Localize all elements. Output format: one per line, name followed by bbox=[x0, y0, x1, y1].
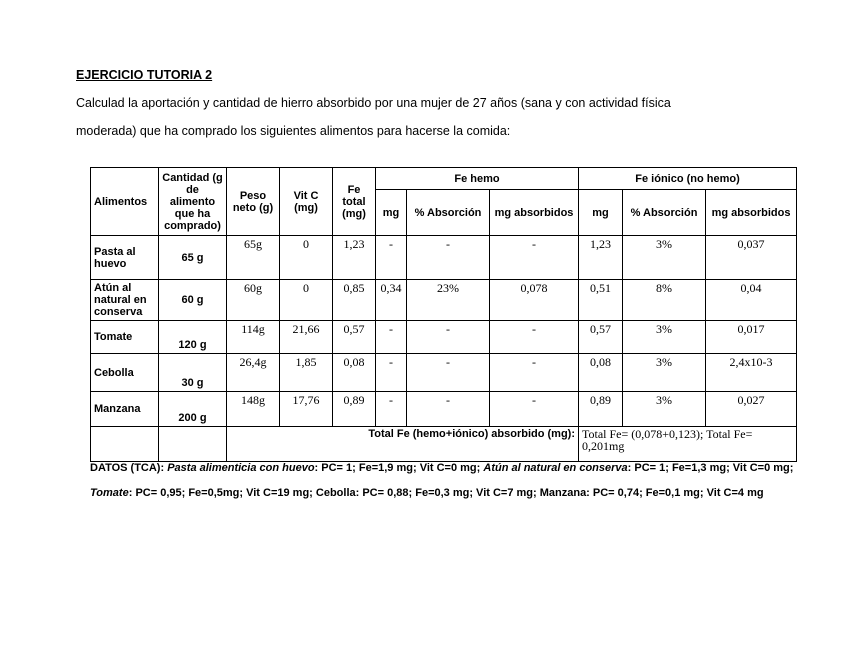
vit-c-value: 1,85 bbox=[280, 354, 333, 392]
vit-c-value: 17,76 bbox=[280, 392, 333, 427]
ion-absorcion-value: 3% bbox=[623, 392, 706, 427]
food-quantity: 65 g bbox=[159, 236, 227, 280]
ion-mg-absorbidos-value: 0,04 bbox=[706, 280, 797, 321]
hemo-mg-value: - bbox=[376, 392, 407, 427]
ion-absorcion-value: 3% bbox=[623, 321, 706, 354]
ion-mg-value: 1,23 bbox=[579, 236, 623, 280]
table-row bbox=[91, 321, 797, 354]
hemo-mg-absorbidos-value: - bbox=[490, 392, 579, 427]
empty-cell bbox=[91, 427, 159, 462]
header-row-1 bbox=[91, 168, 797, 190]
total-row bbox=[91, 427, 797, 462]
table-row bbox=[91, 280, 797, 321]
header-vit-c: Vit C (mg) bbox=[280, 168, 333, 236]
fe-total-value: 0,08 bbox=[333, 354, 376, 392]
hemo-mg-absorbidos-value: - bbox=[490, 354, 579, 392]
ion-absorcion-value: 3% bbox=[623, 236, 706, 280]
total-value: Total Fe= (0,078+0,123); Total Fe= 0,201mg bbox=[579, 427, 797, 462]
ion-mg-value: 0,51 bbox=[579, 280, 623, 321]
empty-cell bbox=[159, 427, 227, 462]
total-label: Total Fe (hemo+iónico) absorbido (mg): bbox=[227, 427, 579, 462]
hemo-mg-value: - bbox=[376, 321, 407, 354]
fe-total-value: 1,23 bbox=[333, 236, 376, 280]
ion-absorcion-value: 3% bbox=[623, 354, 706, 392]
hemo-absorcion-value: - bbox=[407, 392, 490, 427]
datos-label: DATOS (TCA): bbox=[90, 462, 165, 474]
fe-total-value: 0,85 bbox=[333, 280, 376, 321]
header-alimentos: Alimentos bbox=[91, 168, 159, 236]
exercise-title: EJERCICIO TUTORIA 2 bbox=[76, 68, 213, 82]
hemo-mg-value: 0,34 bbox=[376, 280, 407, 321]
header-ion-mg: mg bbox=[579, 190, 623, 236]
food-quantity: 60 g bbox=[159, 280, 227, 321]
hemo-absorcion-value: - bbox=[407, 321, 490, 354]
header-ion-absorcion: % Absorción bbox=[623, 190, 706, 236]
ion-mg-value: 0,89 bbox=[579, 392, 623, 427]
hemo-absorcion-value: 23% bbox=[407, 280, 490, 321]
peso-neto-value: 65g bbox=[227, 236, 280, 280]
atun-name: Atún al natural en conserva bbox=[483, 462, 628, 474]
ion-mg-value: 0,08 bbox=[579, 354, 623, 392]
hemo-mg-value: - bbox=[376, 354, 407, 392]
header-fe-ionico: Fe iónico (no hemo) bbox=[579, 168, 797, 190]
rest-data: : PC= 0,95; Fe=0,5mg; Vit C=19 mg; Cebolla: PC= 0,88; Fe=0,3 mg; Vit C=7 mg; Manzana: PC= 0,74; Fe=0,1 mg; Vit C=4 mg bbox=[128, 487, 764, 499]
food-name: Tomate bbox=[91, 321, 159, 354]
vit-c-value: 0 bbox=[280, 280, 333, 321]
food-name: Atún al natural en conserva bbox=[91, 280, 159, 321]
notes-line-1 bbox=[90, 462, 793, 474]
pasta-name: Pasta alimenticia con huevo bbox=[167, 462, 315, 474]
pasta-data: : PC= 1; Fe=1,9 mg; Vit C=0 mg; bbox=[314, 462, 481, 474]
peso-neto-value: 114g bbox=[227, 321, 280, 354]
vit-c-value: 0 bbox=[280, 236, 333, 280]
table-row bbox=[91, 354, 797, 392]
hemo-mg-absorbidos-value: - bbox=[490, 321, 579, 354]
intro-line-1: Calculad la aportación y cantidad de hierro absorbido por una mujer de 27 años (sana y con actividad física bbox=[76, 96, 671, 110]
notes-line-2 bbox=[90, 487, 764, 499]
ion-absorcion-value: 8% bbox=[623, 280, 706, 321]
hemo-mg-absorbidos-value: - bbox=[490, 236, 579, 280]
ion-mg-value: 0,57 bbox=[579, 321, 623, 354]
header-ion-mg-absorbidos: mg absorbidos bbox=[706, 190, 797, 236]
peso-neto-value: 26,4g bbox=[227, 354, 280, 392]
food-name: Cebolla bbox=[91, 354, 159, 392]
hemo-mg-absorbidos-value: 0,078 bbox=[490, 280, 579, 321]
food-quantity: 200 g bbox=[159, 392, 227, 427]
ion-mg-absorbidos-value: 0,037 bbox=[706, 236, 797, 280]
table-row bbox=[91, 236, 797, 280]
table-row bbox=[91, 392, 797, 427]
ion-mg-absorbidos-value: 2,4x10-3 bbox=[706, 354, 797, 392]
peso-neto-value: 148g bbox=[227, 392, 280, 427]
vit-c-value: 21,66 bbox=[280, 321, 333, 354]
intro-line-2: moderada) que ha comprado los siguientes alimentos para hacerse la comida: bbox=[76, 124, 511, 138]
header-hemo-mg-absorbidos: mg absorbidos bbox=[490, 190, 579, 236]
header-fe-total: Fe total (mg) bbox=[333, 168, 376, 236]
hemo-absorcion-value: - bbox=[407, 354, 490, 392]
food-name: Manzana bbox=[91, 392, 159, 427]
hemo-absorcion-value: - bbox=[407, 236, 490, 280]
tomate-name: Tomate bbox=[90, 487, 129, 499]
iron-table bbox=[90, 167, 797, 462]
fe-total-value: 0,57 bbox=[333, 321, 376, 354]
header-cantidad: Cantidad (g de alimento que ha comprado) bbox=[159, 168, 227, 236]
food-quantity: 30 g bbox=[159, 354, 227, 392]
header-hemo-absorcion: % Absorción bbox=[407, 190, 490, 236]
header-peso-neto: Peso neto (g) bbox=[227, 168, 280, 236]
ion-mg-absorbidos-value: 0,017 bbox=[706, 321, 797, 354]
hemo-mg-value: - bbox=[376, 236, 407, 280]
food-quantity: 120 g bbox=[159, 321, 227, 354]
atun-data: : PC= 1; Fe=1,3 mg; Vit C=0 mg; bbox=[627, 462, 794, 474]
ion-mg-absorbidos-value: 0,027 bbox=[706, 392, 797, 427]
peso-neto-value: 60g bbox=[227, 280, 280, 321]
food-name: Pasta al huevo bbox=[91, 236, 159, 280]
header-fe-hemo: Fe hemo bbox=[376, 168, 579, 190]
fe-total-value: 0,89 bbox=[333, 392, 376, 427]
header-hemo-mg: mg bbox=[376, 190, 407, 236]
